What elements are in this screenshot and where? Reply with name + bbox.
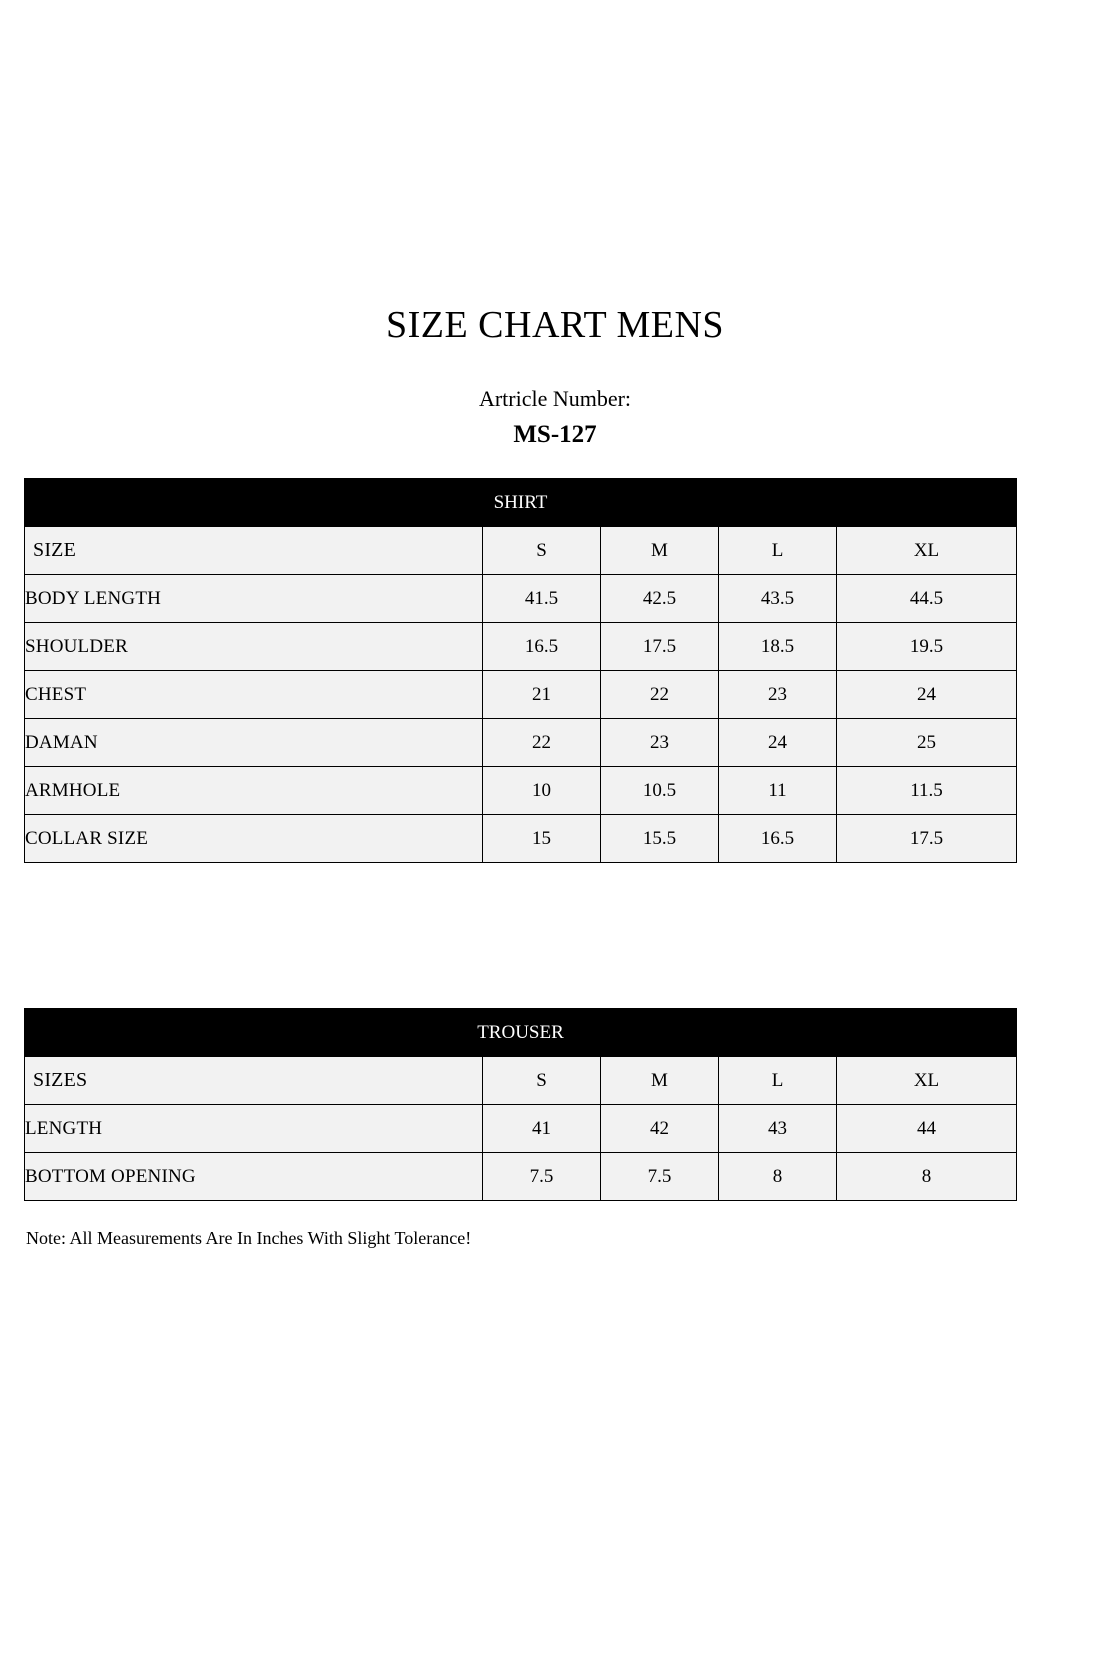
trouser-row-label: BOTTOM OPENING bbox=[25, 1153, 483, 1201]
article-number-label: Artricle Number: bbox=[478, 386, 632, 411]
trouser-header-xl: XL bbox=[837, 1057, 1017, 1105]
article-number-value: MS-127 bbox=[513, 421, 597, 448]
shirt-row-s: 21 bbox=[483, 671, 601, 719]
shirt-row-l: 43.5 bbox=[719, 575, 837, 623]
shirt-header-l: L bbox=[719, 527, 837, 575]
shirt-row-label: SHOULDER bbox=[25, 623, 483, 671]
shirt-header-s: S bbox=[483, 527, 601, 575]
shirt-size-table bbox=[24, 478, 1017, 863]
trouser-size-table bbox=[24, 1008, 1017, 1201]
trouser-header-s: S bbox=[483, 1057, 601, 1105]
trouser-header-l: L bbox=[719, 1057, 837, 1105]
trouser-row-s: 41 bbox=[483, 1105, 601, 1153]
trouser-row-l: 43 bbox=[719, 1105, 837, 1153]
trouser-row-xl: 8 bbox=[837, 1153, 1017, 1201]
shirt-row-xl: 44.5 bbox=[837, 575, 1017, 623]
shirt-row-xl: 17.5 bbox=[837, 815, 1017, 863]
shirt-row-l: 18.5 bbox=[719, 623, 837, 671]
trouser-row-s: 7.5 bbox=[483, 1153, 601, 1201]
table-row bbox=[25, 815, 1017, 863]
shirt-row-l: 11 bbox=[719, 767, 837, 815]
shirt-header-m: M bbox=[601, 527, 719, 575]
trouser-row-label: LENGTH bbox=[25, 1105, 483, 1153]
shirt-row-xl: 25 bbox=[837, 719, 1017, 767]
shirt-row-xl: 19.5 bbox=[837, 623, 1017, 671]
shirt-header-xl: XL bbox=[837, 527, 1017, 575]
shirt-row-l: 24 bbox=[719, 719, 837, 767]
trouser-header-row bbox=[25, 1057, 1017, 1105]
shirt-banner-row bbox=[25, 479, 1017, 527]
shirt-row-l: 16.5 bbox=[719, 815, 837, 863]
shirt-row-label: DAMAN bbox=[25, 719, 483, 767]
trouser-header-sizes: SIZES bbox=[25, 1057, 483, 1105]
measurement-note: Note: All Measurements Are In Inches With Slight Tolerance! bbox=[26, 1228, 472, 1248]
table-row bbox=[25, 1105, 1017, 1153]
table-row bbox=[25, 575, 1017, 623]
page-title: SIZE CHART MENS bbox=[385, 304, 725, 346]
table-row bbox=[25, 1153, 1017, 1201]
shirt-row-s: 16.5 bbox=[483, 623, 601, 671]
shirt-row-m: 42.5 bbox=[601, 575, 719, 623]
shirt-row-m: 23 bbox=[601, 719, 719, 767]
trouser-banner-label: TROUSER bbox=[25, 1009, 1017, 1057]
trouser-banner-row bbox=[25, 1009, 1017, 1057]
shirt-row-s: 10 bbox=[483, 767, 601, 815]
trouser-row-m: 42 bbox=[601, 1105, 719, 1153]
table-row bbox=[25, 671, 1017, 719]
table-row bbox=[25, 767, 1017, 815]
shirt-banner-label: SHIRT bbox=[25, 479, 1017, 527]
shirt-row-s: 15 bbox=[483, 815, 601, 863]
shirt-row-label: BODY LENGTH bbox=[25, 575, 483, 623]
shirt-row-s: 22 bbox=[483, 719, 601, 767]
shirt-row-m: 15.5 bbox=[601, 815, 719, 863]
shirt-row-xl: 24 bbox=[837, 671, 1017, 719]
trouser-header-m: M bbox=[601, 1057, 719, 1105]
shirt-header-row bbox=[25, 527, 1017, 575]
shirt-row-m: 22 bbox=[601, 671, 719, 719]
trouser-row-m: 7.5 bbox=[601, 1153, 719, 1201]
shirt-row-l: 23 bbox=[719, 671, 837, 719]
trouser-row-xl: 44 bbox=[837, 1105, 1017, 1153]
shirt-row-m: 17.5 bbox=[601, 623, 719, 671]
shirt-row-label: CHEST bbox=[25, 671, 483, 719]
shirt-row-label: ARMHOLE bbox=[25, 767, 483, 815]
shirt-row-s: 41.5 bbox=[483, 575, 601, 623]
table-row bbox=[25, 623, 1017, 671]
shirt-header-size: SIZE bbox=[25, 527, 483, 575]
shirt-row-xl: 11.5 bbox=[837, 767, 1017, 815]
trouser-row-l: 8 bbox=[719, 1153, 837, 1201]
table-row bbox=[25, 719, 1017, 767]
shirt-row-label: COLLAR SIZE bbox=[25, 815, 483, 863]
shirt-row-m: 10.5 bbox=[601, 767, 719, 815]
